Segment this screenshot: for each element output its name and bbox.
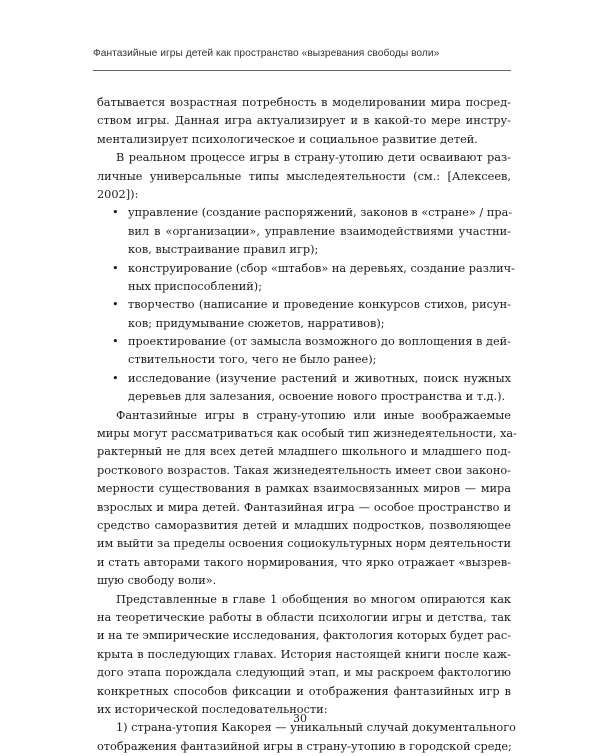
list-item-text: ков; придумывание сюжетов, нарративов);	[128, 316, 385, 330]
text-line: их исторической последовательности:	[97, 702, 328, 716]
text-line: Фантазийные игры в страну-утопию или иные воображаемые	[116, 408, 511, 422]
bullet-icon: •	[112, 298, 119, 312]
list-item-line	[97, 388, 511, 406]
text-line: крыта в последующих главах. История настоящей книги после каж-	[97, 647, 511, 661]
text-line: 1) страна-утопия Какорея — уникальный случай документального	[116, 721, 516, 735]
page-body	[97, 94, 517, 756]
list-item-text: ствительности того, чего не было ранее);	[128, 353, 377, 367]
running-head: Фантазийные игры детей как пространство «вызревания свободы воли»	[93, 48, 440, 59]
text-line: конкретных способов фиксации и отображения фантазийных игр в	[97, 684, 511, 698]
paragraph-2	[97, 149, 511, 204]
header-rule	[93, 70, 511, 71]
list-item-text: исследование (изучение растений и животных, поиск нужных	[128, 371, 511, 385]
text-line: батывается возрастная потребность в моделировании мира посред-	[97, 96, 511, 109]
list-item-line	[97, 370, 511, 388]
text-line: миры могут рассматриваться как особый тип жизнедеятельности, ха-	[97, 427, 517, 441]
bullet-icon: •	[112, 371, 119, 385]
text-line: им выйти за пределы освоения социокультурных норм деятельности	[97, 537, 512, 551]
text-line: шую свободу воли».	[97, 574, 217, 588]
text-line: и на те эмпирические исследования, фактология которых будет рас-	[97, 629, 512, 643]
list-item-text: вил в «организации», управление взаимодействиями участни-	[128, 224, 511, 238]
text-line: личные универсальные типы мыследеятельности (см.: [Алексеев,	[97, 169, 511, 183]
list-item-text: проектирование (от замысла возможного до воплощения в дей-	[128, 335, 511, 349]
text-line: 2002]):	[97, 187, 139, 201]
text-line: ментализирует психологическое и социальное развитие детей.	[97, 132, 478, 146]
bullet-icon: •	[112, 206, 119, 220]
paragraph-3	[97, 407, 517, 591]
list-item-line	[97, 241, 511, 259]
list-item-line	[97, 278, 511, 296]
page-number: 30	[293, 712, 307, 725]
list-item-line	[97, 260, 515, 278]
text-line: отображения фантазийной игры в страну-утопию в городской среде;	[97, 739, 512, 753]
text-line: на теоретические работы в области психологии игры и детства, так	[97, 610, 511, 624]
bullet-list	[97, 204, 515, 406]
text-line: и стать авторами такого нормирования, что ярко отражает «вызрев-	[97, 555, 511, 569]
bullet-icon: •	[112, 261, 119, 275]
list-item-line	[97, 204, 511, 222]
text-line: росткового возрастов. Такая жизнедеятельность имеет свои законо-	[97, 463, 511, 477]
list-item-line	[97, 351, 511, 369]
text-line: дого этапа порождала следующий этап, и мы раскроем фактологию	[97, 666, 511, 680]
paragraph-1	[97, 94, 511, 149]
list-item-text: управление (создание распоряжений, законов в «стране» / пра-	[128, 206, 513, 220]
list-item-line	[97, 296, 511, 314]
list-item-line	[97, 333, 511, 351]
text-line: взрослых и мира детей. Фантазийная игра — особое пространство и	[97, 500, 511, 514]
text-line: ством игры. Данная игра актуализирует и в какой-то мере инстру-	[97, 114, 511, 128]
text-line: средство саморазвития детей и младших подростков, позволяющее	[97, 518, 511, 532]
text-line: Представленные в главе 1 обобщения во многом опираются как	[116, 592, 511, 606]
text-line: мерности существования в рамках взаимосвязанных миров — мира	[97, 482, 511, 496]
list-item-text: ков, выстраивание правил игр);	[128, 243, 319, 257]
paragraph-4	[97, 591, 511, 720]
text-line: рактерный не для всех детей младшего школьного и младшего под-	[97, 445, 511, 459]
bullet-icon: •	[112, 335, 119, 349]
list-item-line	[97, 223, 511, 241]
list-item-text: конструирование (сбор «штабов» на деревьях, создание различ-	[128, 261, 515, 275]
list-item-text: творчество (написание и проведение конкурсов стихов, рисун-	[128, 298, 511, 312]
list-item-line	[97, 315, 511, 333]
text-line: В реальном процессе игры в страну-утопию дети осваивают раз-	[116, 151, 511, 165]
list-item-text: ных приспособлений);	[128, 279, 263, 293]
list-item-text: деревьев для залезания, освоение нового пространства и т.д.).	[128, 390, 506, 404]
